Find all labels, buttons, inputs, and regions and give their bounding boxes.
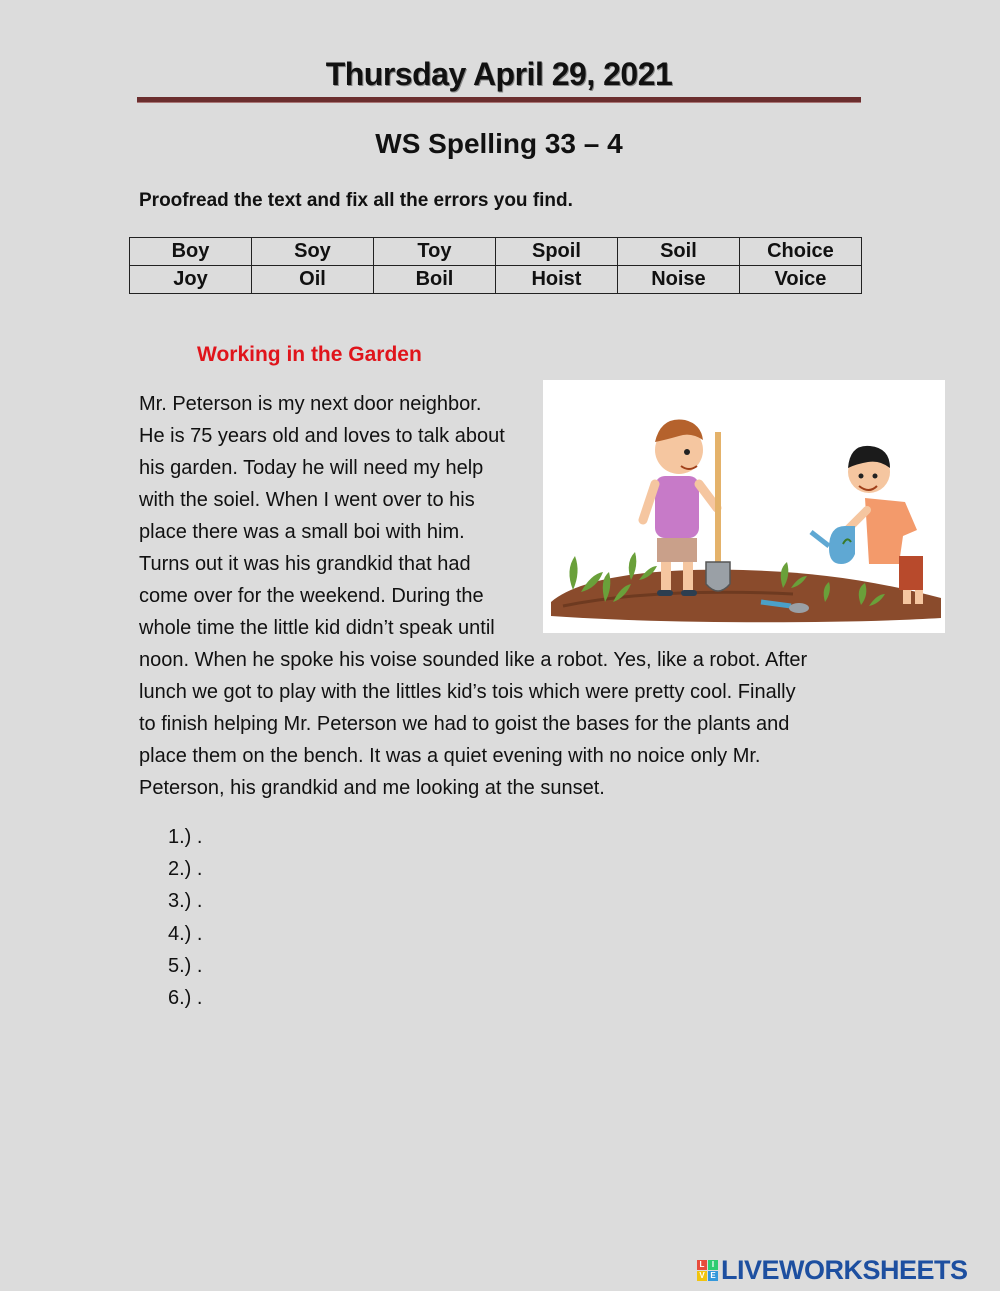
word-cell: Spoil <box>495 238 617 266</box>
word-cell: Toy <box>373 238 495 266</box>
word-cell: Soil <box>617 238 739 266</box>
story-line: noon. When he spoke his voise sounded like a robot. Yes, like a robot. After <box>139 649 808 671</box>
answer-line[interactable]: 3.) . <box>168 890 203 913</box>
story-line: his garden. Today he will need my help <box>139 457 484 479</box>
story-line: with the soiel. When I went over to his <box>139 489 475 511</box>
word-cell: Noise <box>617 266 739 294</box>
answer-line[interactable]: 5.) . <box>168 954 203 977</box>
story-title: Working in the Garden <box>197 343 422 366</box>
worksheet-title: WS Spelling 33 – 4 <box>375 128 623 159</box>
answer-line[interactable]: 6.) . <box>168 987 203 1010</box>
story-line: to finish helping Mr. Peterson we had to goist the bases for the plants and <box>139 713 790 735</box>
page-date-title: Thursday April 29, 2021 <box>325 56 673 92</box>
story-line: place there was a small boi with him. <box>139 521 465 543</box>
story-line: He is 75 years old and loves to talk about <box>139 425 505 447</box>
table-row <box>130 266 862 294</box>
answer-line[interactable]: 2.) . <box>168 858 203 881</box>
logo-letter: I <box>708 1260 718 1270</box>
story-line: whole time the little kid didn’t speak until <box>139 617 495 639</box>
logo-grid-icon <box>697 1260 718 1281</box>
logo-letter: V <box>697 1271 707 1281</box>
gardening-illustration <box>543 380 945 633</box>
word-cell: Hoist <box>495 266 617 294</box>
title-divider <box>137 97 861 103</box>
word-cell: Voice <box>739 266 861 294</box>
answer-list <box>168 821 202 1014</box>
word-cell: Boil <box>373 266 495 294</box>
word-cell: Boy <box>130 238 252 266</box>
story-line: lunch we got to play with the littles kid’s tois which were pretty cool. Finally <box>139 681 796 703</box>
word-cell: Oil <box>251 266 373 294</box>
story-line: Turns out it was his grandkid that had <box>139 553 471 575</box>
answer-line[interactable]: 4.) . <box>168 922 203 945</box>
liveworksheets-logo <box>697 1255 968 1286</box>
story-paragraph-bottom <box>139 644 859 804</box>
word-cell: Choice <box>739 238 861 266</box>
story-line: come over for the weekend. During the <box>139 585 484 607</box>
story-line: Peterson, his grandkid and me looking at the sunset. <box>139 777 605 799</box>
logo-letter: E <box>708 1271 718 1281</box>
word-cell: Joy <box>130 266 252 294</box>
story-paragraph-top <box>139 388 534 644</box>
answer-line[interactable]: 1.) . <box>168 826 203 848</box>
word-cell: Soy <box>251 238 373 266</box>
story-line: Mr. Peterson is my next door neighbor. <box>139 393 482 415</box>
spelling-word-table <box>129 237 862 294</box>
logo-text: LIVEWORKSHEETS <box>721 1255 968 1285</box>
table-row <box>130 238 862 266</box>
instruction-text: Proofread the text and fix all the errors you find. <box>139 190 573 211</box>
gardening-scene-icon <box>543 380 945 633</box>
logo-letter: L <box>697 1260 707 1270</box>
story-line: place them on the bench. It was a quiet evening with no noice only Mr. <box>139 745 761 767</box>
